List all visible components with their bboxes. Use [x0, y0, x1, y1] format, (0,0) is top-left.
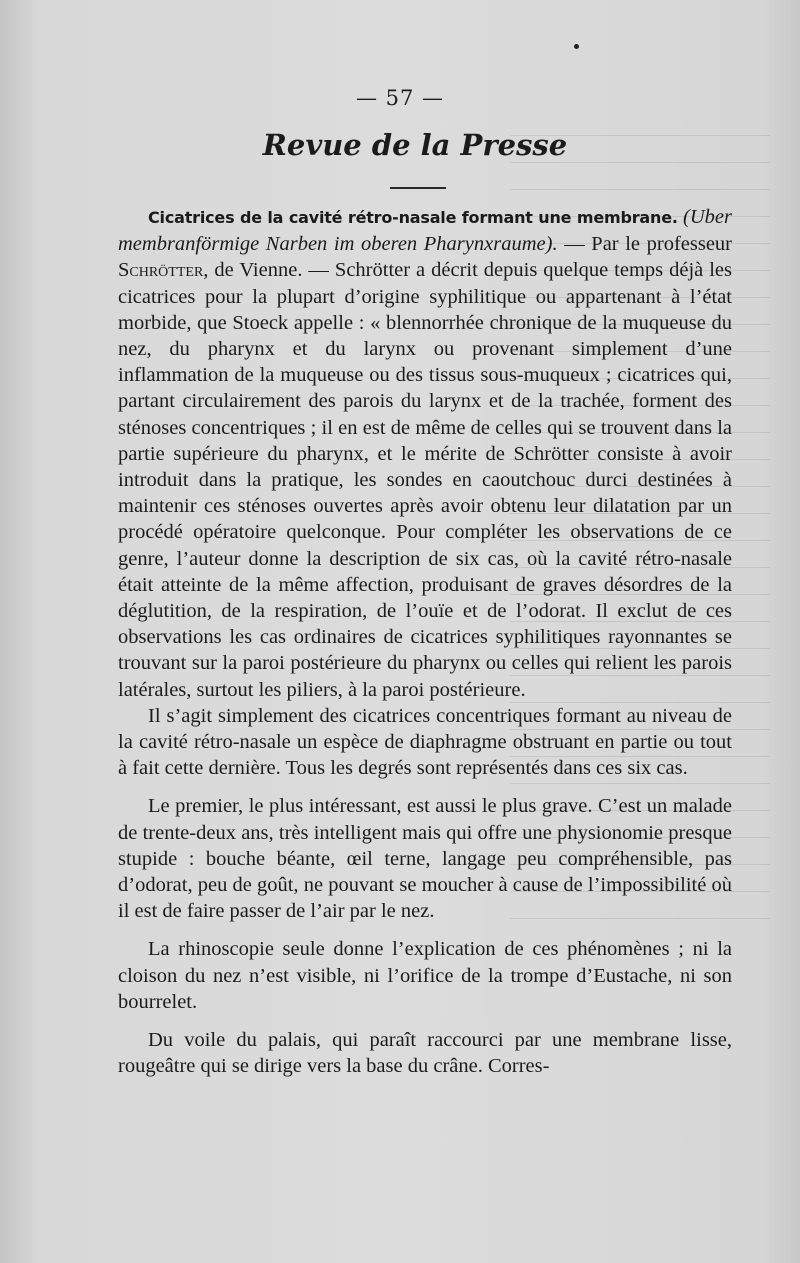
page-number: — 57 — [355, 86, 445, 110]
paragraph: Du voile du palais, qui paraît raccourci par une membrane lisse, rougeâtre qui se dirige vers la base du crâne. Corres- [118, 1029, 732, 1078]
title-divider [390, 187, 446, 189]
paragraph: Il s’agit simplement des cicatrices concentriques formant au niveau de la cavité rétro-nasale un espèce de diaphragme obstruant en partie ou tout à fait cette dernière. Tous les degrés sont représentés dans ces six cas. [118, 704, 732, 780]
byline-suffix: , de Vienne. — Schrötter a décrit depuis quelque temps déjà les cicatrices pour la plupart d’origine syphilitique ou appartenant à l’état morbide, que Stoeck appelle : « blennorrhée chronique de la muqueuse du nez, du pharynx et du larynx ou provenant simplement d’une inflammation de la muqueuse ou des tissus sous-muqueux ; cicatrices qui, partant circulairement des parois du larynx et de la trachée, forment des sténoses concentriques ; il en est de même de celles qui se trouvent dans la partie supérieure du pharynx, et le mérite de Schrötter consiste à avoir introduit dans la pratique, les sondes en caoutchouc durci destinées à maintenir ces sténoses ouvertes après avoir obtenu leur dilatation par un procédé opératoire quelconque. Pour compléter les observations de ce genre, l’auteur donne la description de six cas, où la cavité rétro-nasale était atteinte de la même affection, produisant de graves désordres de la déglutition, de la respiration, de l’ouïe et de l’odorat. Il exclut de ces observations les cas ordinaires de cicatrices syphilitiques rayonnantes se trouvant sur la paroi postérieure du pharynx ou celles qui relient les parois latérales, surtout les piliers, à la paroi postérieure. [118, 259, 732, 701]
article-first-paragraph [118, 204, 732, 703]
ink-speck [574, 44, 579, 49]
article-foreign-title: (Uber membranförmige Narben im oberen Pharynxraume). [118, 206, 733, 256]
byline-prefix: — Par le professeur [564, 233, 733, 256]
paragraph: La rhinoscopie seule donne l’explication de ces phénomènes ; ni la cloison du nez n’est visible, ni l’orifice de la trompe d’Eustache, ni son bourrelet. [118, 938, 732, 1013]
author-name: Schrötter [118, 259, 204, 282]
paragraph: Le premier, le plus intéressant, est aussi le plus grave. C’est un malade de trente-deux ans, très intelligent mais qui offre une physionomie presque stupide : bouche béante, œil terne, langage peu compréhensible, pas d’odorat, peu de goût, ne pouvant se moucher à cause de l’impossibilité où il est de faire passer de l’air par le nez. [118, 795, 732, 923]
section-title: Revue de la Presse [262, 128, 568, 162]
article-body [118, 204, 732, 1080]
article-title: Cicatrices de la cavité rétro-nasale formant une membrane. [148, 208, 678, 227]
